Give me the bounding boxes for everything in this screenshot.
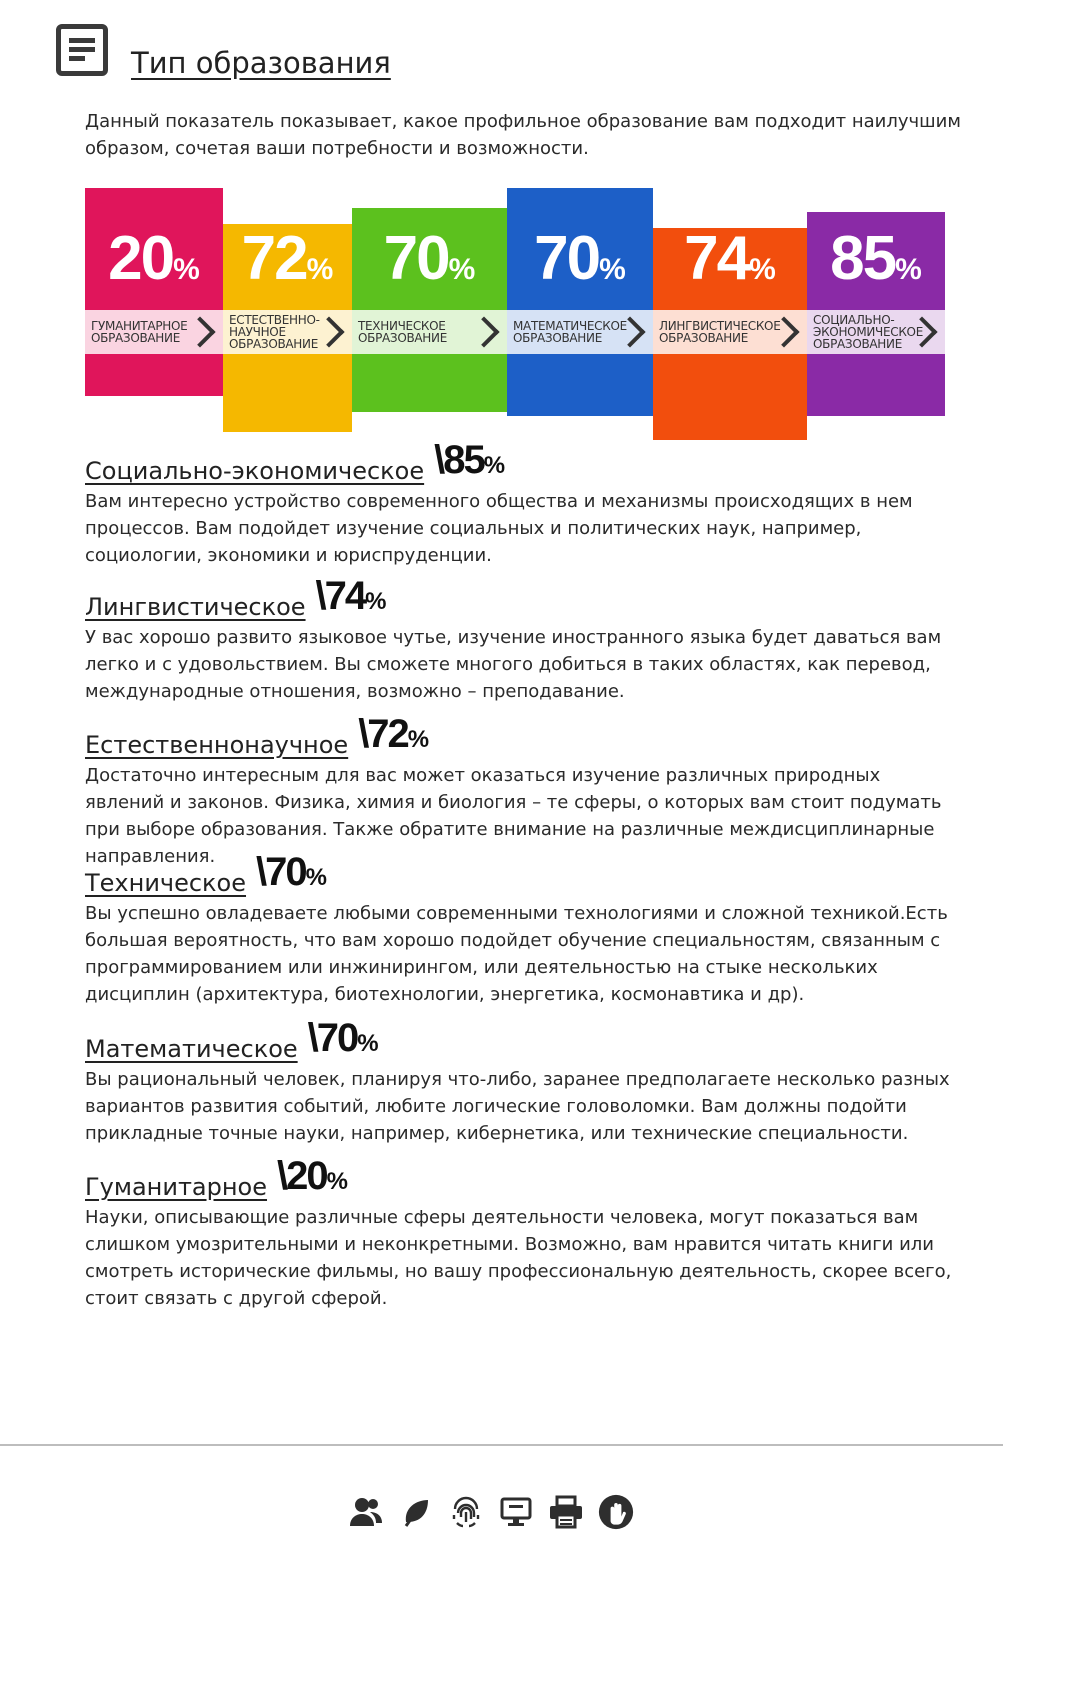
page-title: Тип образования — [131, 46, 391, 80]
section-technical — [85, 852, 965, 1008]
banner-value: 85% — [830, 224, 922, 293]
banner-col-natural-science — [223, 224, 352, 432]
section-title: Естественнонаучное — [85, 731, 349, 759]
section-title: Математическое — [85, 1035, 298, 1063]
banner-label-band: ЕСТЕСТВЕННО- НАУЧНОЕ ОБРАЗОВАНИЕ — [223, 310, 352, 354]
banner-col-humanitarian — [85, 188, 223, 396]
monitor-icon — [498, 1494, 534, 1530]
banner-col-technical — [352, 208, 507, 412]
section-text: Вам интересно устройство современного общества и механизмы происходящих в нем процессов. Вам подойдет изучение социальных и политических наук, например, социологии, экономики и юриспруденции. — [85, 491, 913, 566]
hand-icon — [598, 1494, 634, 1530]
banner-label-band: СОЦИАЛЬНО- ЭКОНОМИЧЕСКОЕ ОБРАЗОВАНИЕ — [807, 310, 945, 354]
people-icon — [348, 1494, 384, 1530]
banner-label-band: ГУМАНИТАРНОЕ ОБРАЗОВАНИЕ — [85, 310, 223, 354]
banner-value: 72% — [241, 224, 334, 293]
banner-label-band: МАТЕМАТИЧЕСКОЕ ОБРАЗОВАНИЕ — [507, 310, 653, 354]
printer-icon — [548, 1494, 584, 1530]
intro-text: Данный показатель показывает, какое профильное образование вам подходит наилучшим образом, сочетая ваши потребности и возможности. — [85, 111, 961, 159]
education-banner — [85, 188, 945, 440]
section-score: \70% — [307, 1016, 379, 1060]
banner-value: 20% — [108, 224, 200, 293]
section-text: Науки, описывающие различные сферы деятельности человека, могут показаться вам слишком умозрительными и неконкретными. Возможно, вам нравится читать книги или смотреть исторические фильмы, но вашу профессиональную деятельность, скорее всего, стоит связать с другой сферой. — [85, 1207, 952, 1309]
banner-label-band: ЛИНГВИСТИЧЕСКОЕ ОБРАЗОВАНИЕ — [653, 310, 807, 354]
section-linguistic — [85, 576, 965, 705]
section-text: Достаточно интересным для вас может оказаться изучение различных природных явлений и законов. Физика, химия и биология – те сферы, о которых вам стоит подумать при выборе образования. Также обратите внимание на различные междисциплинарные направления. — [85, 765, 942, 867]
banner-value: 74% — [684, 228, 776, 293]
section-title: Лингвистическое — [85, 593, 306, 621]
section-text: Вы успешно овладеваете любыми современными технологиями и сложной техникой.Есть большая вероятность, что вам хорошо подойдет обучение специальностям, связанным с программированием или инжинирингом, или деятельностью на стыке нескольких дисциплин (архитектура, биотехнологии, энергетика, космонавтика и др). — [85, 903, 948, 1005]
section-socio-economic — [85, 440, 965, 569]
section-mathematical — [85, 1018, 965, 1147]
banner-value: 70% — [534, 224, 626, 293]
document-icon — [56, 24, 108, 76]
banner-label-band: ТЕХНИЧЕСКОЕ ОБРАЗОВАНИЕ — [352, 310, 507, 354]
banner-col-mathematical — [507, 188, 653, 416]
section-text: Вы рациональный человек, планируя что-либо, заранее предполагаете несколько разных вариантов развития событий, любите логические головоломки. Вам должны подойти прикладные точные науки, например, кибернетика, или технические специальности. — [85, 1069, 950, 1144]
banner-col-linguistic — [653, 228, 807, 440]
banner-col-socio-economic — [807, 212, 945, 416]
section-score: \85% — [434, 438, 506, 482]
banner-value: 70% — [383, 224, 476, 293]
section-title: Социально-экономическое — [85, 457, 425, 485]
section-score: \72% — [358, 712, 430, 756]
footer-icons — [348, 1494, 634, 1530]
section-natural-science — [85, 714, 965, 870]
section-score: \20% — [277, 1154, 348, 1198]
section-title: Гуманитарное — [85, 1173, 268, 1201]
leaf-icon — [398, 1494, 434, 1530]
footer-divider — [0, 1444, 1003, 1446]
fingerprint-icon — [448, 1494, 484, 1530]
section-title: Техническое — [85, 869, 247, 897]
section-score: \70% — [256, 850, 327, 894]
section-text: У вас хорошо развито языковое чутье, изучение иностранного языка будет даваться вам легко и с удовольствием. Вы сможете многого добиться в таких областях, как перевод, международные отношения, возможно – преподавание. — [85, 627, 942, 702]
section-score: \74% — [315, 574, 387, 618]
section-humanitarian — [85, 1156, 965, 1312]
